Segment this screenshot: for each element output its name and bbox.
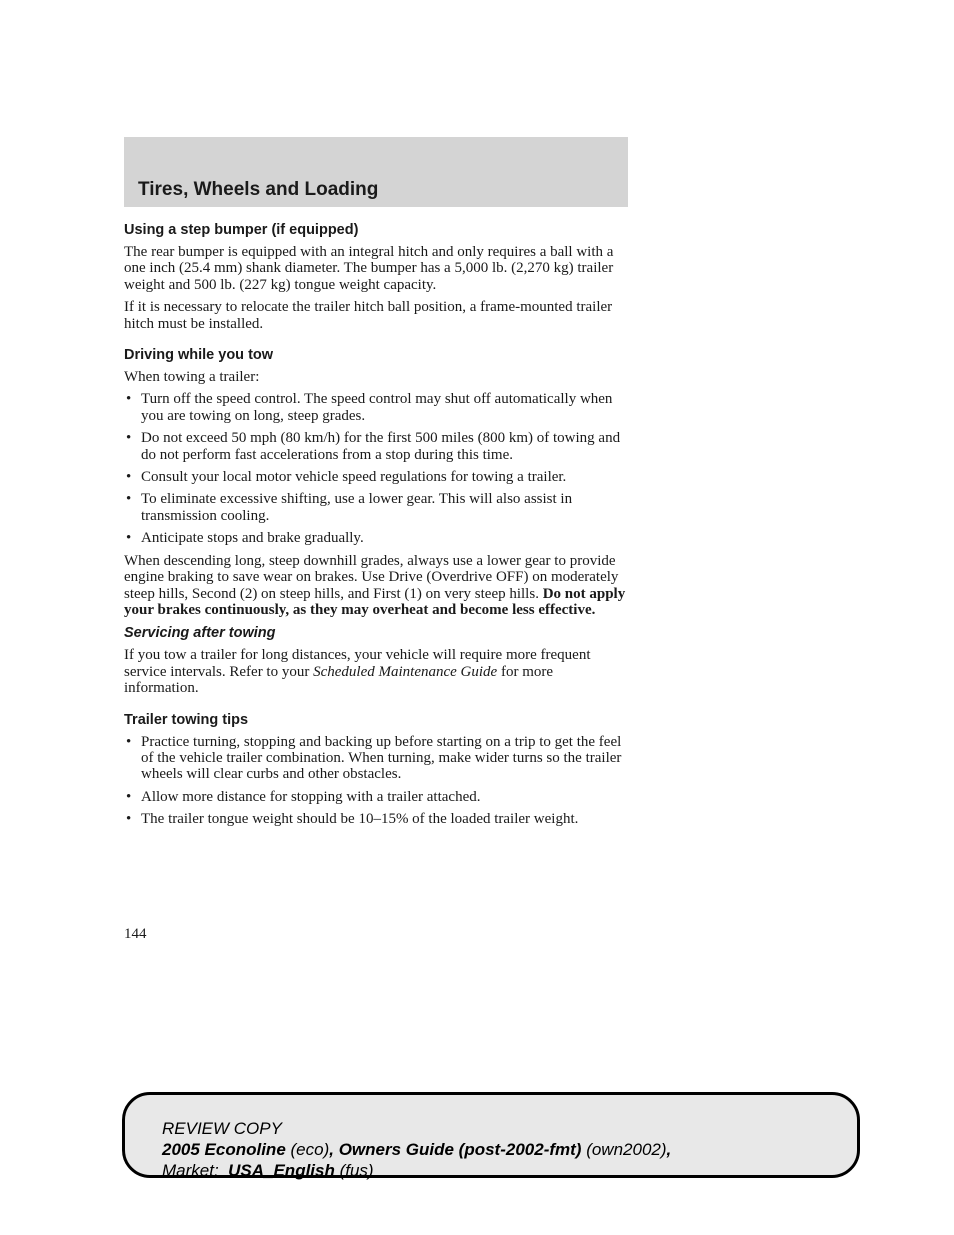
list-item: • Anticipate stops and brake gradually. (126, 530, 364, 547)
driving-heading: Driving while you tow (124, 347, 274, 364)
review-model-line: 2005 Econoline (eco), Owners Guide (post-2002-fmt) (own2002), (162, 1140, 672, 1159)
bullet-icon: • (126, 530, 132, 547)
list-item: • To eliminate excessive shifting, use a lower gear. This will also assist in transmission cooling. (126, 491, 573, 524)
servicing-paragraph: If you tow a trailer for long distances, your vehicle will require more frequent service intervals. Refer to your Scheduled Maintenance Guide for more information. (124, 647, 591, 697)
descending-paragraph: When descending long, steep downhill grades, always use a lower gear to provide engine braking to save wear on brakes. Use Drive (Overdrive OFF) on moderately steep hills, Second (2) on steep hills, and First (1) on very steep hills. Do not apply your brakes continuously, as they may overheat and become less effective. (124, 552, 626, 618)
page-content (124, 221, 630, 834)
bullet-icon: • (126, 491, 132, 508)
bullet-icon: • (126, 391, 132, 408)
bullet-icon: • (126, 469, 132, 486)
tips-heading: Trailer towing tips (124, 711, 249, 728)
list-item: • The trailer tongue weight should be 10–15% of the loaded trailer weight. (126, 811, 579, 828)
review-copy-label: REVIEW COPY (162, 1119, 282, 1138)
step-bumper-heading: Using a step bumper (if equipped) (124, 222, 359, 238)
driving-bullet-list (124, 391, 630, 546)
list-item: • Consult your local motor vehicle speed regulations for towing a trailer. (126, 469, 567, 486)
review-copy-text (162, 1118, 671, 1181)
list-item: • Do not exceed 50 mph (80 km/h) for the first 500 miles (800 km) of towing and do not perform fast accelerations from a stop during this time. (126, 430, 621, 463)
step-bumper-paragraph-2: If it is necessary to relocate the trailer hitch ball position, a frame-mounted trailer hitch must be installed. (124, 299, 613, 332)
bullet-icon: • (126, 733, 132, 750)
maintenance-guide-title: Scheduled Maintenance Guide (313, 663, 498, 680)
list-item: • Turn off the speed control. The speed control may shut off automatically when you are towing on long, steep grades. (126, 391, 613, 424)
bullet-icon: • (126, 788, 132, 805)
servicing-heading: Servicing after towing (124, 625, 276, 642)
tips-bullet-list (124, 734, 630, 828)
list-item: • Practice turning, stopping and backing up before starting on a trip to get the feel of the vehicle trailer combination. When turning, make wider turns so the trailer wheels will clear curbs and other obstacles. (126, 733, 622, 783)
review-market-line: Market: USA_English (fus) (162, 1161, 374, 1180)
bullet-icon: • (126, 430, 132, 447)
driving-intro: When towing a trailer: (124, 369, 260, 386)
section-title: Tires, Wheels and Loading (138, 179, 379, 200)
step-bumper-paragraph-1: The rear bumper is equipped with an integral hitch and only requires a ball with a one inch (25.4 mm) shank diameter. The bumper has a 5,000 lb. (2,270 kg) trailer weight and 500 lb. (227 kg) tongue weight capacity. (124, 244, 614, 293)
brake-warning: Do not apply your brakes continuously, as they may overheat and become less effective. (124, 585, 626, 618)
page-number: 144 (124, 926, 147, 942)
bullet-icon: • (126, 811, 132, 828)
list-item: • Allow more distance for stopping with a trailer attached. (126, 788, 481, 805)
